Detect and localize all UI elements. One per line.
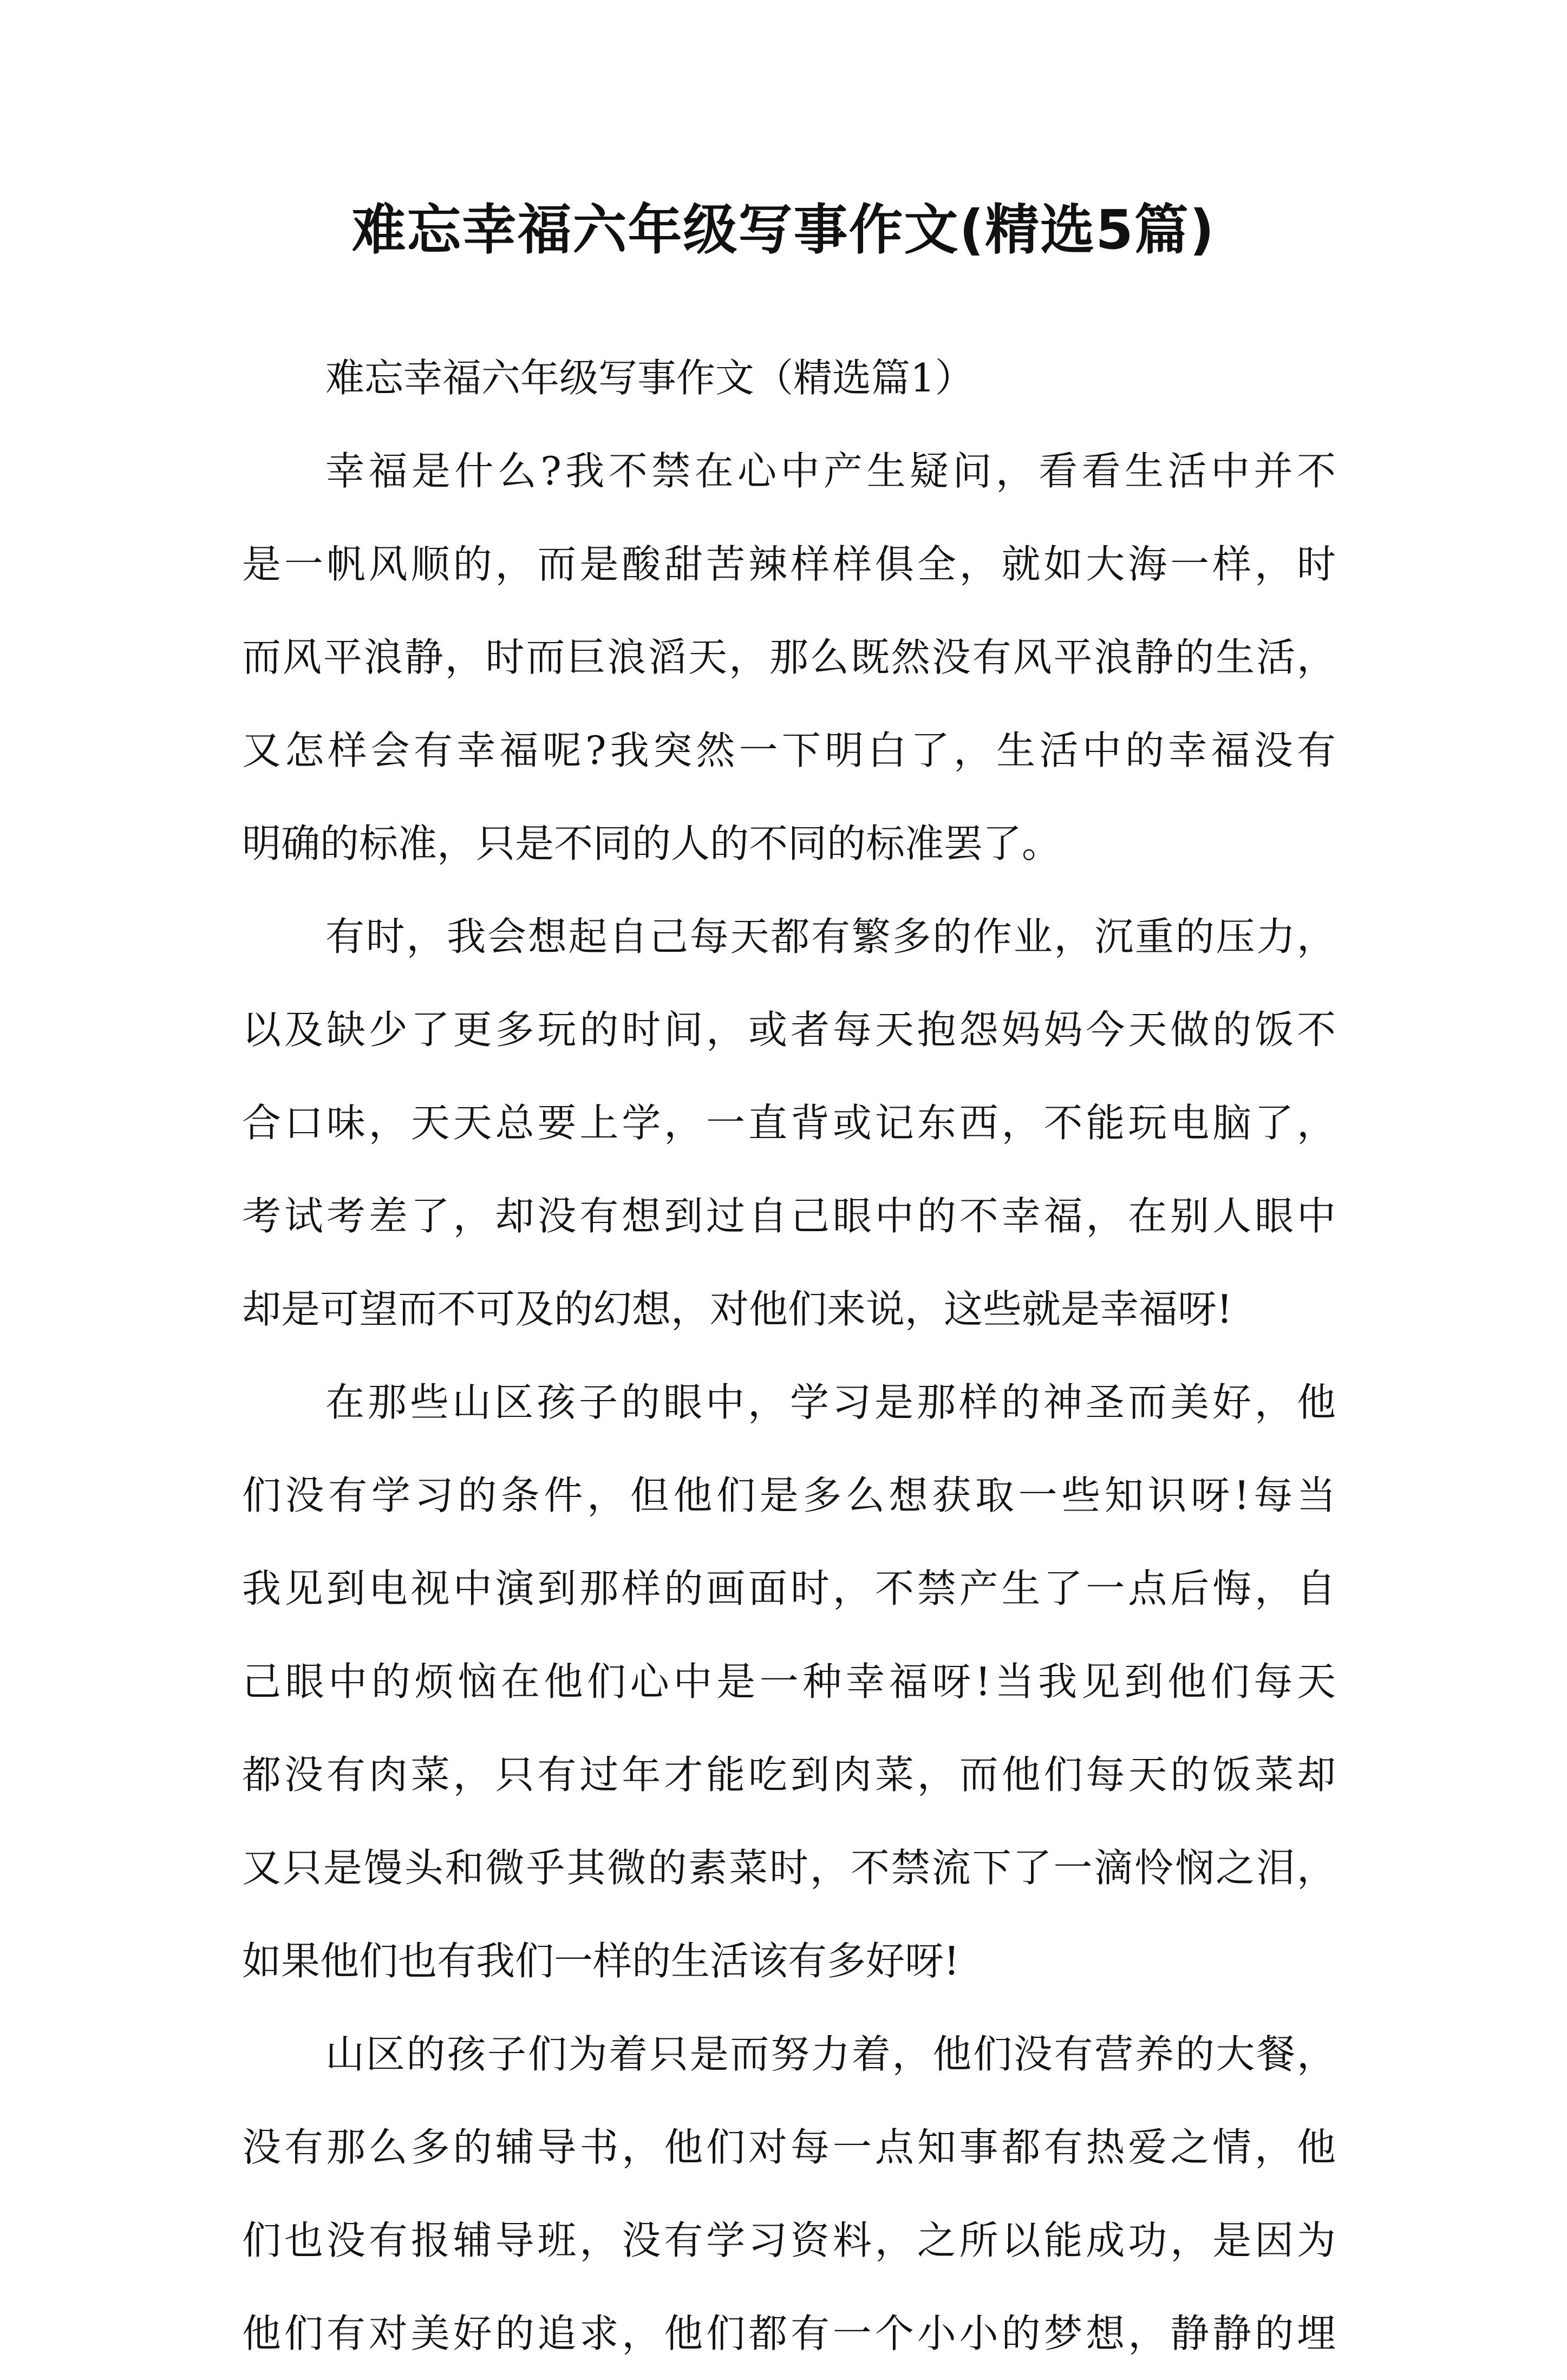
paragraph-lines	[242, 424, 1336, 2380]
text-line: 己眼中的烦恼在他们心中是一种幸福呀!当我见到他们每天	[242, 1659, 1336, 1704]
text-line: 又只是馒头和微乎其微的素菜时，不禁流下了一滴怜悯之泪，	[242, 1845, 1336, 1891]
text-line: 如果他们也有我们一样的生活该有多好呀!	[242, 1938, 959, 1984]
text-line: 却是可望而不可及的幻想，对他们来说，这些就是幸福呀!	[242, 1286, 1232, 1332]
text-line: 他们有对美好的追求，他们都有一个小小的梦想，静静的埋	[242, 2311, 1336, 2356]
text-line: 山区的孩子们为着只是而努力着，他们没有营养的大餐，	[325, 2031, 1336, 2077]
text-line: 们也没有报辅导班，没有学习资料，之所以能成功，是因为	[242, 2218, 1336, 2263]
text-line: 幸福是什么?我不禁在心中产生疑问，看看生活中并不	[325, 448, 1336, 494]
text-line: 没有那么多的辅导书，他们对每一点知事都有热爱之情，他	[242, 2124, 1336, 2170]
document-title: 难忘幸福六年级写事作文(精选5篇)	[351, 198, 1216, 261]
section-heading: 难忘幸福六年级写事作文（精选篇1）	[325, 355, 974, 401]
text-line: 我见到电视中演到那样的画面时，不禁产生了一点后悔，自	[242, 1566, 1336, 1611]
text-line: 们没有学习的条件，但他们是多么想获取一些知识呀!每当	[242, 1473, 1336, 1518]
text-line: 以及缺少了更多玩的时间，或者每天抱怨妈妈今天做的饭不	[242, 1007, 1336, 1052]
text-line: 明确的标准，只是不同的人的不同的标准罢了。	[242, 821, 1061, 866]
text-line: 合口味，天天总要上学，一直背或记东西，不能玩电脑了，	[242, 1100, 1336, 1146]
text-line: 又怎样会有幸福呢?我突然一下明白了，生活中的幸福没有	[242, 728, 1336, 773]
text-line: 而风平浪静，时而巨浪滔天，那么既然没有风平浪静的生活，	[242, 635, 1336, 680]
text-line: 在那些山区孩子的眼中，学习是那样的神圣而美好，他	[325, 1379, 1336, 1425]
document-body	[242, 331, 1336, 2380]
text-line: 都没有肉菜，只有过年才能吃到肉菜，而他们每天的饭菜却	[242, 1752, 1336, 1797]
text-line: 是一帆风顺的，而是酸甜苦辣样样俱全，就如大海一样，时	[242, 541, 1336, 587]
text-line: 考试考差了，却没有想到过自己眼中的不幸福，在别人眼中	[242, 1193, 1336, 1239]
text-line: 有时，我会想起自己每天都有繁多的作业，沉重的压力，	[325, 914, 1336, 959]
